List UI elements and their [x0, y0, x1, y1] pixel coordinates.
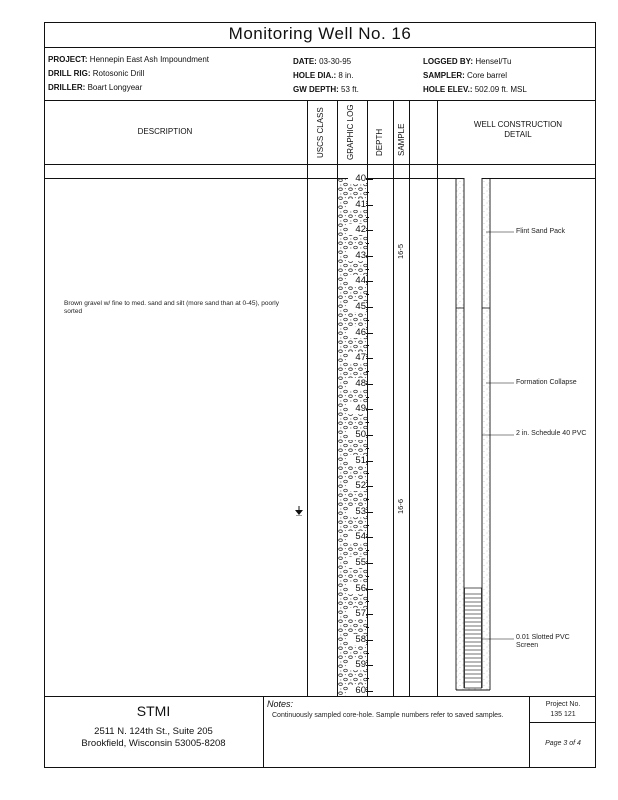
- depth-minor-tick: [366, 269, 369, 270]
- depth-tick-mark: [366, 333, 373, 334]
- sample-label-1: 16-5: [396, 243, 405, 259]
- footer-divider-notes: [263, 696, 264, 768]
- depth-tick-label: 41: [348, 199, 366, 210]
- depth-minor-tick: [366, 448, 369, 449]
- page-number: Page 3 of 4: [545, 740, 581, 747]
- depth-tick-mark: [366, 256, 373, 257]
- footer-divider: [44, 696, 596, 697]
- driller-field: DRILLER: Boart Longyear: [48, 83, 143, 92]
- firm-address-line2: Brookfield, Wisconsin 53005-8208: [81, 738, 226, 749]
- depth-tick-label: 55: [348, 557, 366, 568]
- firm-address-line1: 2511 N. 124th St., Suite 205: [94, 726, 213, 737]
- depth-tick-label: 46: [348, 327, 366, 338]
- screen-label: 0.01 Slotted PVC Screen: [516, 634, 570, 649]
- depth-minor-tick: [366, 294, 369, 295]
- depth-tick-mark: [366, 384, 373, 385]
- project-box-divider: [529, 722, 596, 723]
- depth-minor-tick: [366, 601, 369, 602]
- gw-depth-field: GW DEPTH: 53 ft.: [293, 85, 359, 94]
- depth-tick-mark: [366, 640, 373, 641]
- depth-tick-label: 45: [348, 301, 366, 312]
- depth-tick-label: 60: [348, 685, 366, 696]
- depth-tick-label: 59: [348, 659, 366, 670]
- depth-tick-mark: [366, 486, 373, 487]
- depth-minor-tick: [366, 576, 369, 577]
- depth-minor-tick: [366, 678, 369, 679]
- depth-tick-mark: [366, 537, 373, 538]
- casing-label: 2 in. Schedule 40 PVC: [516, 430, 587, 437]
- depth-header: DEPTH: [375, 128, 384, 156]
- depth-minor-tick: [366, 217, 369, 218]
- depth-minor-tick: [366, 550, 369, 551]
- depth-tick-mark: [366, 589, 373, 590]
- depth-tick-label: 56: [348, 583, 366, 594]
- filter-pack-label: Flint Sand Pack: [516, 228, 566, 235]
- depth-tick-label: 49: [348, 403, 366, 414]
- depth-tick-label: 54: [348, 531, 366, 542]
- depth-tick-mark: [366, 307, 373, 308]
- notes-text: Continuously sampled core-hole. Sample numbers refer to saved samples.: [272, 712, 504, 719]
- depth-tick-mark: [366, 691, 373, 692]
- hole-dia-field: HOLE DIA.: 8 in.: [293, 71, 354, 80]
- depth-minor-tick: [366, 320, 369, 321]
- project-no-label: Project No.: [545, 701, 581, 708]
- notes-label: Notes:: [267, 699, 294, 709]
- page-title: Monitoring Well No. 16: [228, 24, 412, 43]
- depth-tick-mark: [366, 358, 373, 359]
- depth-tick-mark: [366, 461, 373, 462]
- sampler-field: SAMPLER: Core barrel: [423, 71, 508, 80]
- column-header-divider: [44, 164, 596, 165]
- depth-tick-label: 47: [348, 352, 366, 363]
- depth-tick-mark: [366, 563, 373, 564]
- depth-tick-label: 43: [348, 250, 366, 261]
- description-header: DESCRIPTION: [137, 127, 193, 136]
- project-field: PROJECT: Hennepin East Ash Impoundment: [48, 55, 209, 64]
- depth-minor-tick: [366, 243, 369, 244]
- drill-rig-field: DRILL RIG: Rotosonic Drill: [48, 69, 145, 78]
- footer-divider-project: [529, 696, 530, 768]
- depth-minor-tick: [366, 192, 369, 193]
- depth-tick-mark: [366, 179, 373, 180]
- depth-minor-tick: [366, 653, 369, 654]
- depth-tick-mark: [366, 435, 373, 436]
- col-divider-depth: [367, 100, 368, 696]
- col-divider-uscs: [307, 100, 308, 696]
- depth-tick-mark: [366, 205, 373, 206]
- depth-tick-mark: [366, 281, 373, 282]
- depth-minor-tick: [366, 397, 369, 398]
- sample-label-2: 16-6: [396, 498, 405, 514]
- col-divider-sample: [393, 100, 394, 696]
- depth-minor-tick: [366, 525, 369, 526]
- depth-tick-mark: [366, 230, 373, 231]
- project-no-value: 135 121: [550, 711, 576, 718]
- well-construction-header: WELL CONSTRUCTION DETAIL: [473, 120, 563, 139]
- depth-tick-label: 53: [348, 506, 366, 517]
- depth-tick-label: 40: [348, 173, 366, 184]
- uscs-class-header: USCS CLASS: [316, 107, 325, 158]
- formation-collapse-label: Formation Collapse: [516, 379, 577, 386]
- soil-description: Brown gravel w/ fine to med. sand and silt (more sand than at 0-45), poorly sorted: [64, 300, 279, 315]
- col-divider-blank: [409, 100, 410, 696]
- header-divider: [44, 100, 596, 101]
- date-field: DATE: 03-30-95: [293, 57, 352, 66]
- depth-tick-mark: [366, 512, 373, 513]
- depth-tick-mark: [366, 409, 373, 410]
- depth-tick-mark: [366, 614, 373, 615]
- hole-elev-field: HOLE ELEV.: 502.09 ft. MSL: [423, 85, 527, 94]
- title-divider: [44, 47, 596, 48]
- depth-minor-tick: [366, 345, 369, 346]
- depth-tick-label: 42: [348, 224, 366, 235]
- depth-tick-label: 48: [348, 378, 366, 389]
- depth-tick-label: 50: [348, 429, 366, 440]
- depth-tick-mark: [366, 665, 373, 666]
- depth-tick-label: 51: [348, 455, 366, 466]
- water-table-marker-icon: [294, 506, 304, 516]
- depth-tick-label: 57: [348, 608, 366, 619]
- depth-minor-tick: [366, 371, 369, 372]
- firm-name: STMI: [136, 703, 171, 719]
- sample-header: SAMPLE: [397, 123, 406, 156]
- depth-minor-tick: [366, 499, 369, 500]
- depth-tick-label: 44: [348, 275, 366, 286]
- depth-minor-tick: [366, 473, 369, 474]
- depth-tick-label: 58: [348, 634, 366, 645]
- graphic-log-header: GRAPHIC LOG: [346, 104, 355, 160]
- depth-tick-label: 52: [348, 480, 366, 491]
- depth-minor-tick: [366, 627, 369, 628]
- depth-minor-tick: [366, 422, 369, 423]
- logged-by-field: LOGGED BY: Hensel/Tu: [423, 57, 512, 66]
